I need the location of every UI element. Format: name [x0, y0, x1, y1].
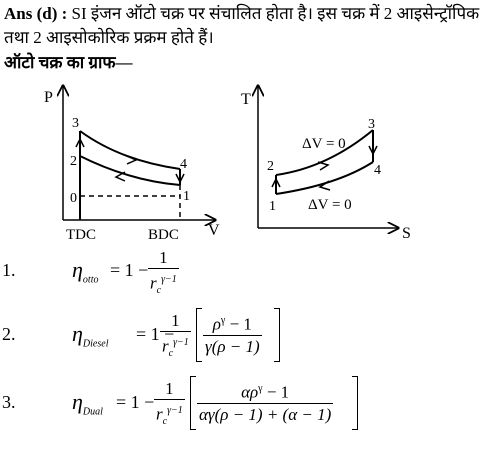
formula-dual	[0, 376, 488, 436]
pv-point-2: 2	[70, 154, 77, 169]
ts-arrow-top	[318, 162, 328, 170]
ts-label-top: ΔV = 0	[302, 136, 346, 152]
pv-point-3: 3	[72, 116, 79, 131]
left-bracket	[190, 376, 196, 430]
equals-sign: = 1 −	[110, 260, 149, 280]
ts-y-label: T	[241, 91, 251, 108]
pv-x-label: V	[208, 222, 220, 239]
fraction: 1 $r_c^{\gamma-1}$	[148, 248, 179, 302]
right-bracket	[274, 308, 280, 362]
ts-label-bottom: ΔV = 0	[308, 197, 352, 213]
pv-point-1: 1	[183, 189, 190, 204]
ts-point-1: 1	[269, 199, 276, 214]
eta-symbol: $\eta_{Dual}$	[72, 389, 103, 418]
formula-number: 1.	[2, 260, 16, 280]
ts-x-label: S	[402, 225, 411, 242]
fraction: 1 $r_c^{\gamma-1}$	[160, 311, 191, 365]
graph-heading: ऑटो चक्र का ग्राफ—	[4, 53, 133, 72]
formula-otto	[0, 248, 488, 304]
formula-diesel	[0, 308, 488, 366]
formula-number: 2.	[2, 324, 16, 344]
ts-diagram	[236, 78, 416, 243]
pv-arrow-expansion	[127, 156, 136, 164]
answer-label: Ans (d) :	[4, 4, 68, 23]
formula-number: 3.	[2, 392, 16, 412]
pv-y-label: P	[44, 89, 53, 106]
equals-sign: = 1 −	[116, 392, 155, 412]
pv-tick-tdc: TDC	[66, 227, 96, 243]
equals-sign: = 1 −	[136, 324, 175, 344]
answer-text: SI इंजन ऑटो चक्र पर संचालित होता है। इस चक्र में 2 आइसेन्ट्रॉपिक तथा 2 आइसोकोरिक प्रक्रम होते हैं।	[4, 4, 480, 47]
pv-diagram	[30, 78, 230, 243]
ts-point-2: 2	[267, 159, 274, 174]
pv-point-0: 0	[70, 191, 77, 206]
left-bracket	[196, 308, 202, 362]
eta-symbol: $\eta_{Diesel}$	[72, 321, 109, 350]
bracket-fraction: $\frac{\rho^\gamma - 1}{\gamma(\rho - 1)}$	[205, 314, 260, 356]
pv-point-4: 4	[180, 157, 187, 172]
fraction: 1 $r_c^{\gamma-1}$	[154, 379, 185, 433]
ts-point-4: 4	[374, 163, 381, 178]
right-bracket	[352, 376, 358, 430]
ts-point-3: 3	[368, 117, 375, 132]
eta-symbol: $\eta_{otto}$	[72, 257, 99, 286]
pv-tick-bdc: BDC	[148, 227, 179, 243]
pv-curve-1-2	[80, 156, 180, 185]
answer-paragraph	[4, 2, 484, 50]
bracket-fraction: $\alpha\rho^\gamma - 1$ αγ(ρ − 1) + (α − 1)	[199, 382, 332, 424]
